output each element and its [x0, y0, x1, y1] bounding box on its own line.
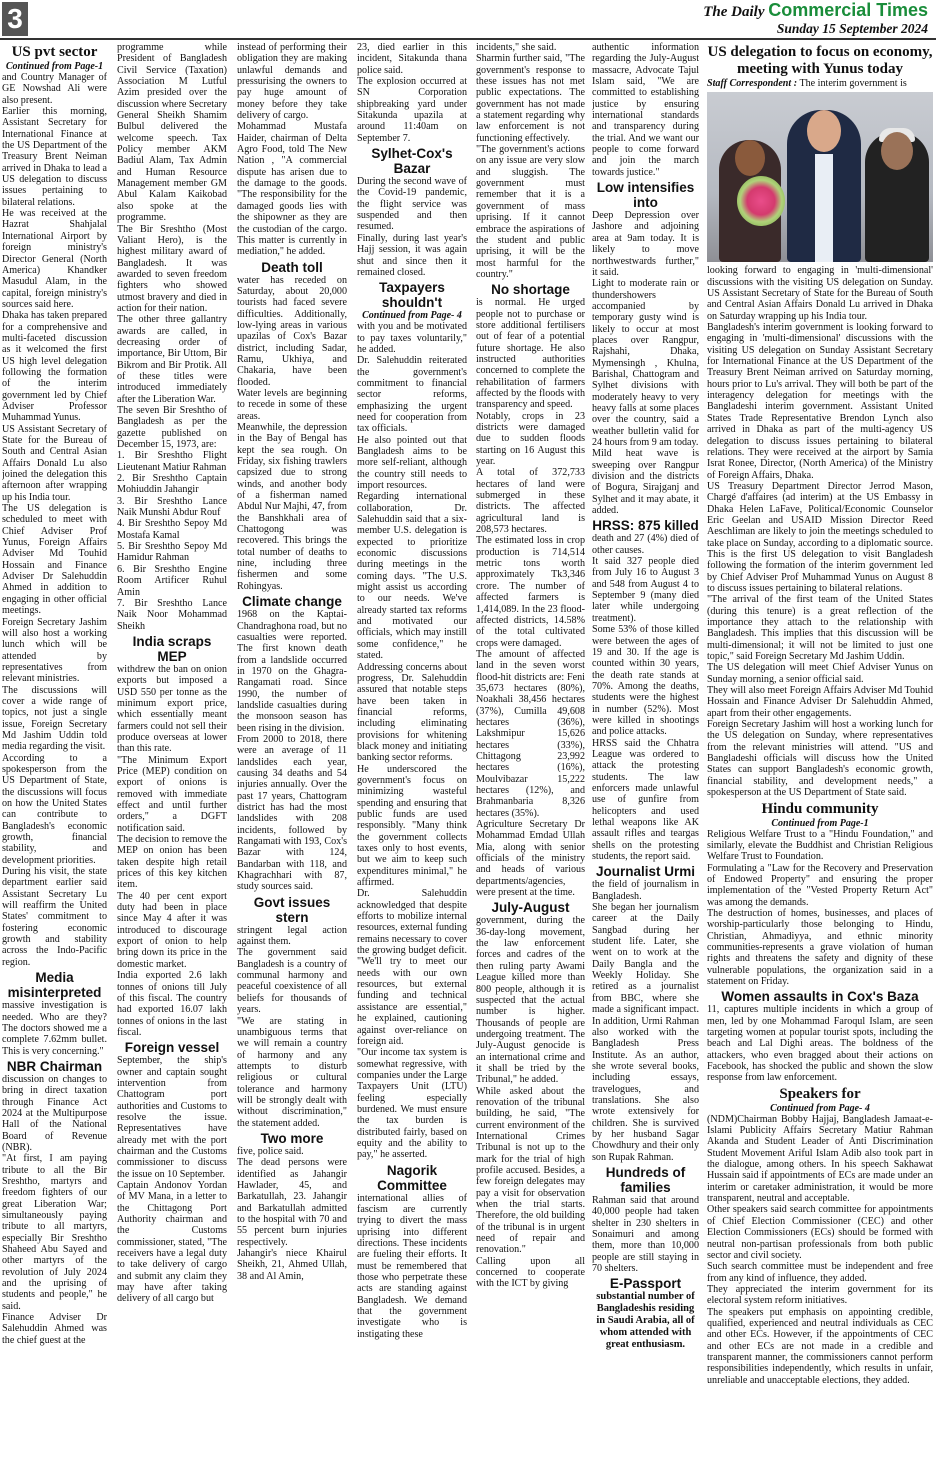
- article-paragraph: Foreign Secretary Jashim will host a working lunch for the US delegation on Sunday, where representatives from the relevant ministries will attend. "US and Bangladeshi officials will discuss how the United States can support Bangladesh's economic growth, financial stability, and development needs," a spokesperson at the US Department of State said.: [707, 719, 933, 799]
- list-item: 4. Bir Sreshtho Sepoy Md Mostafa Kamal: [117, 518, 227, 541]
- article-paragraph: Notably, crops in 23 districts were damaged due to sudden floods starting on 16 August this year.: [476, 410, 585, 468]
- column-5: [476, 42, 585, 1452]
- article-paragraph: discussion on changes to bring in direct taxation through Finance Act 2024 at the Multipurpose Hall of the National Board of Revenue (NBR).: [2, 1073, 107, 1153]
- article-paragraph: Dr. Salehuddin acknowledged that despite efforts to mobilize internal resources, external funding remains necessary to cover the growing budget deficit. "We'll try to meet our needs with our own resources, but external funding and technical assistance are essential," he explained, cautioning against over-reliance on foreign aid.: [357, 888, 467, 1047]
- page-number: 3: [2, 2, 28, 36]
- article-paragraph: instead of performing their obligation they are making unlawful demands and pressurising the owners to pay huge amount of money before they take delivery of cargo.: [237, 42, 347, 122]
- article-columns: [0, 42, 936, 1454]
- article-paragraph: with you and be motivated to pay taxes voluntarily," he added.: [357, 321, 467, 355]
- photo-bouquet: [737, 176, 785, 226]
- column-6: [592, 42, 699, 1452]
- article-paragraph: The US delegation will meet Chief Adviser Yunus on Sunday morning, a senior official said.: [707, 662, 933, 685]
- headline-death-toll: Death toll: [261, 259, 323, 275]
- article-paragraph: Finally, during last year's Hajj session, it was again shut and since then it remained closed.: [357, 232, 467, 278]
- article-paragraph: "The Minimum Export Price (MEP) condition on export of onions is removed with immediate effect and until further orders," a DGFT notification said.: [117, 754, 227, 834]
- article-paragraph: withdrew the ban on onion exports but imposed a USD 550 per tonne as the minimum export price, which essentially meant farmers could not sell their produce overseas at lower than this rate.: [117, 663, 227, 755]
- article-paragraph: The decision to remove the MEP on onion has been taken despite high retail prices of this key kitchen item.: [117, 834, 227, 891]
- list-item: 2. Bir Sreshtho Captain Mohiuddin Jahangir: [117, 473, 227, 496]
- article-paragraph: authentic information regarding the July-August massacre, Advocate Tajul Islam said, "We are committed to establishing justice by ensuring international standards and transparency during the trial. And we want our people to come forward and join the march towards justice.": [592, 42, 699, 178]
- article-paragraph: Bangladesh's interim government is looking forward to engaging in 'multi-dimensional' discussions with the visiting US delegation on Sunday Assistant Secretary for International Finance at the US Department of the Treasury Brent Neiman arrived on Saturday morning, hours prior to Lu's arrival. They will both be part of the interagency delegation for meetings with the Bangladeshi interim government. Assistant United States Trade Representative Brendon Lynch also arrived in Dhaka as part of the multi-agency US delegation to discuss issues pertaining to bilateral relations. They were received at the airport by Samia Israt Ronee, Director, (North America) of the Ministry of Foreign Affairs, Dhaka.: [707, 322, 933, 481]
- article-paragraph: Formulating a "Law for the Recovery and Preservation of Endowed Property" and ensuring the proper implementation of the "Vested Property Return Act" was among the demands.: [707, 862, 933, 908]
- headline-low-intensifies: Low intensifies into: [596, 180, 695, 211]
- article-paragraph: Such search committee must be independent and free from any kind of influence, they added.: [707, 1261, 933, 1284]
- article-paragraph: HRSS said the Chhatra League was ordered to attack the protesting students. The law enforcers made unlawful use of gunfire from helicopters and used lethal weapons like AK assault rifles and teargas shells on the protesting students, the report said.: [592, 737, 699, 863]
- article-paragraph: According to a spokesperson from the US Department of State, the discussions will focus on how the United States can contribute to Bangladesh's economic growth, financial stability, and development priorities.: [2, 752, 107, 866]
- headline-climate-change: Climate change: [242, 594, 342, 610]
- article-paragraph: Light to moderate rain or thundershowers accompanied by temporary gusty wind is likely to occur at most places over Rangpur, Rajshahi, Dhaka, Mymensingh , Khulna, Barishal, Chattogram and Sylhet divisions with moderately heavy to very heavy falls at some places over the country, said a weather bulletin valid for 24 hours from 9 am today.: [592, 278, 699, 448]
- lead-text: The interim government is: [799, 78, 907, 89]
- article-paragraph: They will also meet Foreign Affairs Adviser Md Touhid Hossain and Finance Adviser Dr Salehuddin Ahmed, apart from their other engagements.: [707, 685, 933, 719]
- article-paragraph: the field of journalism in Bangladesh.: [592, 879, 699, 902]
- photo-face: [735, 140, 765, 176]
- column-3: [237, 42, 347, 1452]
- continued-from: Continued from Page-1: [5, 61, 104, 72]
- article-paragraph: Regarding international collaboration, Dr. Salehuddin said that a six-member U.S. delegation is expected to prioritize economic discussions during meetings in the coming days. "The U.S. might assist us according to our needs. We've already started tax reforms and motivated our officials, which may instill some confidence," he stated.: [357, 491, 467, 662]
- article-paragraph: Captain Andonov Yordan of MV Mana, in a letter to the Chittagong Port Authority chairman and the Customs commissioner, stated, "The receivers have a legal duty to take delivery of cargo and submit any claim they may have after taking delivery of all cargo but: [117, 1180, 227, 1305]
- article-paragraph: The dead persons were identified as Jahangir Hawlader, 45, and Barkatullah, 23. Jahangir and Barkatullah admitted to the hospital with 70 and 55 percent burn injuries respectively.: [237, 1157, 347, 1248]
- paper-prefix: The Daily: [703, 4, 769, 20]
- article-paragraph: Agriculture Secretary Dr Mohammad Emdad Ullah Mia, along with senior officials of the ministry and heads of various departments/agencies, were present at the time.: [476, 819, 585, 899]
- article-paragraph: September, the ship's owner and captain sought intervention from Chattogram port authorities and Customs to resolve the issue. Representatives have already met with the port chairman and the Customs commissioner to discuss the issue on 10 September.: [117, 1055, 227, 1180]
- article-paragraph: Dhaka has taken prepared for a comprehensive and multi-faceted discussion as it welcomed the first US high level delegation following the formation of the interim government led by Chief Adviser Professor Muhammad Yunus.: [2, 310, 107, 424]
- article-paragraph: Water levels are beginning to recede in some of these areas.: [237, 387, 347, 422]
- article-paragraph: The Bir Sreshtho (Most Valiant Hero), is the highest military award of Bangladesh. It was awarded to seven freedom fighters who showed utmost bravery and died in action for their nation.: [117, 223, 227, 314]
- headline-us-pvt-sector: US pvt sector: [11, 44, 98, 60]
- article-paragraph: government, during the 36-day-long movement, the law enforcement forces and cadres of the then ruling party Awami League killed more than 800 people, although it is suspected that the actual number is higher. Thousands of people are undergoing treatment. The July-August genocide is an international crime and it shall be tried by the Tribunal," he added.: [476, 915, 585, 1086]
- article-paragraph: death and 27 (4%) died of other causes.: [592, 533, 699, 556]
- article-paragraph: "At first, I am paying tribute to all the Bir Sreshtho, martyrs and freedom fighters of our great Liberation War; simultaneously paying tribute to all martyrs, especially Bir Sreshtho Shaheed Abu Sayed and other martyrs of the revolution of July 2024 and the uprising of students and people," he said.: [2, 1153, 107, 1312]
- article-paragraph: The US delegation is scheduled to meet with Chief Adviser Prof Yunus, Foreign Affairs Adviser Md Touhid Hossain and Finance Adviser Dr Salehuddin Ahmed in addition to engaging in other official meetings.: [2, 503, 107, 617]
- article-paragraph: They appreciated the interim government for its electoral system reform initiatives.: [707, 1283, 933, 1307]
- article-paragraph: Rahman said that around 40,000 people had taken shelter in 230 shelters in Sonaimuri and among them, more than 10,000 people are still staying in 70 shelters.: [592, 1194, 699, 1275]
- article-paragraph: Calling upon all concerned to cooperate with the ICT by giving: [476, 1255, 585, 1290]
- paper-brand-name: Commercial Times: [768, 0, 928, 20]
- article-paragraph: The 40 per cent export duty had been in place since May 4 after it was introduced to discourage export of onion to help bring down its price in the domestic market.: [117, 890, 227, 970]
- article-paragraph: US Treasury Department Director Jerrod Mason, Chargé d'affaires (ad interim) at the US Embassy in Dhaka Helen LaFave, Political/Economic Counselor Eric Geelan and USAID Mission Director Reed Aeschliman are likely to join the meetings scheduled to take place on Sunday, according to a diplomatic source. This is the first US delegation to visit Bangladesh following the formation of the interim government led by Chief Adviser Prof Muhammad Yunus on August 8 to discuss issues pertaining to bilateral relations.: [707, 480, 933, 594]
- headline-no-shortage: No shortage: [491, 282, 570, 298]
- headline-foreign-vessel: Foreign vessel: [124, 1040, 220, 1056]
- article-paragraph: incidents," she said.: [476, 42, 557, 53]
- headline-hundreds-of-families: Hundreds of families: [605, 1164, 686, 1195]
- article-paragraph: substantial number of Bangladeshis residing in Saudi Arabia, all of whom attended with great enthusiasm.: [596, 1291, 695, 1351]
- headline-journalist-urmi: Journalist Urmi: [595, 864, 696, 880]
- article-paragraph: The government said Bangladesh is a country of communal harmony and peaceful coexistence of all beliefs for thousands of years.: [237, 947, 347, 1016]
- article-paragraph: Foreign Secretary Jashim will also host a working lunch which will be attended by representatives from relevant ministries.: [2, 616, 107, 685]
- continued-from: Continued from Page- 4: [770, 1102, 870, 1114]
- headline-speakers-for: Speakers for: [779, 1085, 861, 1102]
- article-paragraph: He underscored the government's focus on minimizing wasteful spending and ensuring that public funds are used responsibly. "Many think the government collects taxes only to host events, but we aim to keep such expenditures minimal," he affirmed.: [357, 763, 467, 889]
- article-paragraph: Mild heat wave is sweeping over Rangpur division and the districts of Bogura, Sirajganj and Sylhet and it may abate, it added.: [592, 448, 699, 517]
- byline: Staff Correspondent :: [707, 78, 798, 89]
- headline-hrss-875-killed: HRSS: 875 killed: [592, 518, 699, 534]
- article-paragraph: Sharmin further said, "The government's response to these issues has not met public expectations. The government has not made a statement regarding why law enforcement is not functioning effectively.: [476, 53, 585, 144]
- column-1: [2, 42, 107, 1452]
- article-paragraph: Other speakers said search committee for appointments of Chief Election Commissioner (CEC) and other Election Commissioners (ECs) should be formed with neutral non-partisan professionals from both public sector and civil society.: [707, 1204, 933, 1261]
- headline-two-more: Two more: [260, 1130, 324, 1146]
- headline-nbr-chairman: NBR Chairman: [6, 1058, 103, 1074]
- headline-hindu-community: Hindu community: [761, 800, 879, 817]
- headline-sylhet-coxs-bazar: Sylhet-Cox's Bazar: [371, 146, 453, 177]
- headline-nagorik-committee: Nagorik Committee: [377, 1162, 447, 1193]
- article-paragraph: "Our income tax system is somewhat regressive, with companies under the Large Taxpayers Unit (LTU) feeling especially burdened. We must ensure the tax burden is distributed fairly, based on equity and the ability to pay," he asserted.: [357, 1047, 467, 1161]
- article-paragraph: Addressing concerns about progress, Dr. Salehuddin assured that notable steps have been taken in financial reforms, including eliminating provisions for whitening black money and initiating banking sector reforms.: [357, 661, 467, 764]
- article-paragraph: Meanwhile, the depression in the Bay of Bengal has kept the sea rough. On Friday, six fishing trawlers capsized due to strong winds, and another body of a fisherman named Abdul Nur Majhi, 47, from the Banshkhali area of Chattogong was recovered. This brings the total number of deaths to nine, including three fishermen and some Rohingyas.: [237, 422, 347, 592]
- article-paragraph: "The arrival of the first team of the United States (during this tenure) is a great reflection of the importance they attach to the relationship with Bangladesh. This implies that this discussion will be multi-dimensional; it will not be limited to just one topic," said Foreign Secretary Md Jashim Uddin.: [707, 594, 933, 663]
- publication-date: Sunday 15 September 2024: [776, 21, 928, 36]
- delegation-photo: [707, 92, 933, 262]
- article-paragraph: Jahangir's niece Khairul Sheikh, 21, Ahmed Ullah, 38 and Al Amin,: [237, 1248, 347, 1282]
- article-paragraph: Earlier this morning, Assistant Secretary for International Finance at the US Department of the Treasury Brent Neiman arrived in Dhaka to lead a US delegation to discuss issues pertaining to bilateral relations.: [2, 106, 107, 208]
- newspaper-title: [703, 0, 928, 21]
- article-paragraph: Religious Welfare Trust to a "Hindu Foundation," and similarly, elevate the Buddhist and Christian Religious Welfare Trust to Foundation.: [707, 828, 933, 863]
- headline-e-passport: E-Passport: [609, 1276, 682, 1292]
- column-7: [707, 42, 933, 1452]
- photo-person-center: [787, 110, 861, 262]
- masthead-divider: [0, 38, 936, 40]
- article-paragraph: stringent legal action against them.: [237, 924, 347, 948]
- article-paragraph: The amount of affected land in the seven worst flood-hit districts are: Feni 35,673 hectares (80%), Noakhali 38,456 hectares (37%), Cumilla 49,608 hectares (36%), Lakshmipur 15,626 hectares (33%), Chittagong 23,992 hectares (16%), Moulvibazar 15,222 hectares (12%), and Brahmanbaria 8,326 hectares (35%).: [476, 648, 585, 819]
- photo-person-right: [865, 132, 929, 262]
- headline-us-delegation: US delegation to focus on economy, meeting with Yunus today: [707, 44, 933, 77]
- article-paragraph: (NDM)Chairman Bobby Hajjaj, Bangladesh Jamaat-e-Islami Publicity Affairs Secretary Matiur Rahman Akanda and Student Leader of Anti Discrimination Student Movement Ariful Islam Adib also took part in the dialogue, among others. In his speech Sakhawat Hussain said if appointments of ECs are made under an interim or caretaker administration, it would be more transparent, neutral and acceptable.: [707, 1113, 933, 1205]
- article-paragraph: A total of 372,733 hectares of land were submerged in these districts. The affected agricultural land is 208,573 hectares.: [476, 467, 585, 536]
- article-paragraph: 1968 on the Kaptai-Chandraghona road, but no casualties were reported. The first known death from a landslide occurred in 1970 on the Ghagra-Rangamati road. Since 1990, the number of landslide casualties during the monsoon season has been rising in the division.: [237, 609, 347, 734]
- article-paragraph: Deep Depression over Jashore and adjoining area at 9am today. It is likely to move northwestwards further," it said.: [592, 210, 699, 278]
- list-item: 7. Bir Sreshtho Lance Naik Noor Mohammad Sheikh: [117, 597, 227, 632]
- column-2: [117, 42, 227, 1452]
- article-paragraph: 23, died earlier in this incident, Sitakunda thana police said.: [357, 42, 467, 76]
- column-4: [357, 42, 467, 1452]
- article-paragraph: During his visit, the state department earlier said Assistant Secretary Lu will reaffirm the United States' commitment to fostering economic growth and stability across the Indo-Pacific region.: [2, 866, 107, 968]
- headline-women-assaults: Women assaults in Cox's Baza: [721, 989, 919, 1005]
- continued-from: Continued from Page- 4: [362, 310, 462, 322]
- article-paragraph: She began her journalism career at the Daily Sangbad during her student life. Later, she went on to work at the Daily Bangla and the Weekly Holiday. She retired as a journalist from BBC, where she made a significant impact. In addition, Urmi Rahman also worked with the Bangladesh Press Institute. As an author, she wrote several books, including essays, travelogues, and translations. She also wrote extensively for children. She is survived by her husband Sagar Chowdhury and their only son Rupak Rahman.: [592, 902, 699, 1163]
- article-paragraph: India exported 2.6 lakh tonnes of onions till July of this fiscal. The country had exported 16.07 lakh tonnes of onions in the last fiscal.: [117, 970, 227, 1038]
- article-paragraph: water has receded on Saturday, about 20,000 tourists had faced severe difficulties. Additionally, low-lying areas in various upazilas of Cox's Bazar district, including Sadar, Ramu, Ukhiya, and Chakaria, have been flooded.: [237, 274, 347, 388]
- article-paragraph: Finance Adviser Dr Salehuddin Ahmed was the chief guest at the: [2, 1312, 107, 1346]
- headline-india-scraps-mep: India scraps MEP: [132, 633, 212, 664]
- article-paragraph: During the second wave of the Covid-19 pandemic, the flight service was suspended and then resumed.: [357, 176, 467, 233]
- article-paragraph: He was received at the Hazrat Shahjalal International Airport by foreign ministry's Director General (North America) Khandker Masudul Alam, in the capital, foreign ministry's sources said here.: [2, 208, 107, 310]
- article-paragraph: The other three gallantry awards are called, in decreasing order of importance, Bir Uttom, Bir Bikrom and Bir Protik. All of these titles were introduced immediately after the Liberation War.: [117, 314, 227, 405]
- article-paragraph: massive investigation is needed. Who are they? The doctors showed me a complete 7.62mm bullet. This is very concerning.": [2, 1000, 107, 1057]
- continued-from: Continued from Page-1: [771, 817, 869, 829]
- headline-govt-issues-stern: Govt issues stern: [253, 894, 331, 925]
- article-paragraph: Dr. Salehuddin reiterated the government's commitment to financial sector reforms, emphasizing the urgent need for cooperation from tax officials.: [357, 355, 467, 435]
- headline-media-misinterpreted: Media misinterpreted: [7, 970, 102, 1001]
- article-paragraph: The seven Bir Sreshtho of Bangladesh as per the gazette published on December 15, 1973, are:: [117, 405, 227, 451]
- list-item: 5. Bir Sreshtho Sepoy Md Hamidur Rahman: [117, 541, 227, 564]
- list-item: 1. Bir Sreshtho Flight Lieutenant Matiur Rahman: [117, 450, 227, 473]
- article-paragraph: is normal. He urged people not to purchase or store additional fertilisers out of fear of a potential future shortage. He also instructed authorities concerned to complete the rehabilitation of farmers affected by the floods with transparency and speed.: [476, 297, 585, 411]
- headline-taxpayers: Taxpayers shouldn't: [379, 280, 445, 311]
- article-paragraph: The estimated loss in crop production is 714,514 metric tons worth approximately Tk3,346 crore. The number of affected farmers is 1,414,089. In the 23 flood-affected districts, 14.58% of the total cultivated crops were damaged.: [476, 535, 585, 649]
- list-item: 6. Bir Sreshtho Engine Room Artificer Ruhul Amin: [117, 563, 227, 598]
- article-paragraph: He also pointed out that Bangladesh aims to be more self-reliant, although the country still needs to import resources.: [357, 434, 467, 491]
- article-paragraph: Mohammad Mustafa Haider, chairman of Delta Agro Food, told The New Nation , "A commercial dispute has arisen due to the damage to the goods. "The responsibility for the damaged goods lies with the shipowner as they are the custodian of the cargo. This matter is currently in mediation," he added.: [237, 121, 347, 258]
- article-paragraph: The explosion occurred at SN Corporation shipbreaking yard under Sitakunda upazila at around 11:40am on September 7.: [357, 76, 467, 144]
- article-paragraph: US Assistant Secretary of State for the Bureau of South and Central Asian Affairs Donald Lu also joined the delegation this afternoon after wrapping up his India tour.: [2, 423, 107, 503]
- article-paragraph: and Country Manager of GE Nowshad Ali were also present.: [2, 72, 107, 106]
- article-paragraph: "The government's actions on any issue are very slow and sluggish. The government must remember that it is a government of mass uprising. If it cannot embrace the aspirations of the student and public uprising, it will be the most harmful for the country.": [476, 144, 585, 280]
- headline-july-august: July-August: [491, 900, 570, 916]
- article-paragraph: The discussions will cover a wide range of topics, not just a single issue, Foreign Secretary Md Jashim Uddin told media regarding the visit.: [2, 684, 107, 753]
- photo-face: [881, 132, 913, 170]
- article-paragraph: programme while President of Bangladesh Civil Service (Taxation) Association M Lutful Azim presided over the discussion where Secretary General Sheikh Shamim Bulbul delivered the welcome speech. Tax Policy member AKM Badiul Alam, Tax Admin and Human Resource Management member GM Abul Kalam Kaikobad also spoke at the programme.: [117, 42, 227, 224]
- masthead: [0, 0, 936, 44]
- article-paragraph: It said 327 people died from July 16 to August 3 and 548 from August 4 to September 9 (many died later while undergoing treatment).: [592, 556, 699, 624]
- list-item: 3. Bir Sreshtho Lance Naik Munshi Abdur Rouf: [117, 495, 227, 519]
- photo-face: [807, 110, 841, 152]
- article-paragraph: The destruction of homes, businesses, and places of worship-particularly those belonging to Hindu, Christian, Ahmadiyya, and ethnic minority communities-represents a grave violation of human rights and threatens the safety and dignity of these vulnerable populations, the organization said in a statement on Friday.: [707, 907, 933, 987]
- article-paragraph: five, police said.: [237, 1145, 304, 1157]
- article-paragraph: looking forward to engaging in 'multi-dimensional' discussions with the visiting US delegation on Sunday. US Assistant Secretary of State for the Bureau of South and Central Asian Affairs Donald Lu arrived in Dhaka on Saturday wrapping up his India tour.: [707, 265, 933, 322]
- article-paragraph: 11, captures multiple incidents in which a group of men, led by one Mohammad Faroqul Islam, are seen targeting women at popular tourist spots, including the beach and Lal Dighi areas. The boldness of the attackers, who even bragged about their actions on Facebook, has shocked the public and shown the slow response from law enforcement.: [707, 1004, 933, 1084]
- article-lead: [707, 78, 933, 89]
- article-paragraph: From 2000 to 2018, there were an average of 11 landslides each year, causing 34 deaths and 54 injuries annually. Over the past 17 years, Chattogram district has had the most landslides with 208 incidents, followed by Rangamati with 193, Cox's Bazar with 124, Bandarban with 118, and Khagrachhari with 87, study sources said.: [237, 733, 347, 893]
- article-paragraph: Some 53% of those killed were between the ages of 19 and 30. If the age is counted within 30 years, the death rate stands at 70%. Among the deaths, students were the highest in number (52%). Most were killed in shootings and police attacks.: [592, 624, 699, 738]
- photo-shirt: [815, 154, 833, 262]
- article-paragraph: While asked about the renovation of the tribunal building, he said, "The current environment of the International Crimes Tribunal is not up to the mark for the trial of high profile accused. Besides, a few foreign delegates may pay a visit for observation when the trial starts. Therefore, the old building of the tribunal is in urgent need of repair and renovation.": [476, 1085, 585, 1256]
- article-paragraph: "We are stating in unambiguous terms that we will remain a country of harmony and any attempts to disturb religious or cultural tolerance and harmony will be strongly dealt with without discrimination," the statement added.: [237, 1015, 347, 1129]
- article-paragraph: international allies of fascism are currently trying to divert the mass uprising into different directions. These incidents are fueling their efforts. It must be remembered that those who perpetrate these acts are standing against Bangladesh. We demand that the government investigate who is instigating these: [357, 1192, 467, 1340]
- article-paragraph: The speakers put emphasis on appointing credible, qualified, experienced and neutral individuals as CEC and other ECs. However, if the appointments of CEC and other ECs are not made in a credible and transparent manner, the commissioners cannot perform responsibilities independently, which results in unfair, unreliable and unacceptable elections, they added.: [707, 1306, 933, 1386]
